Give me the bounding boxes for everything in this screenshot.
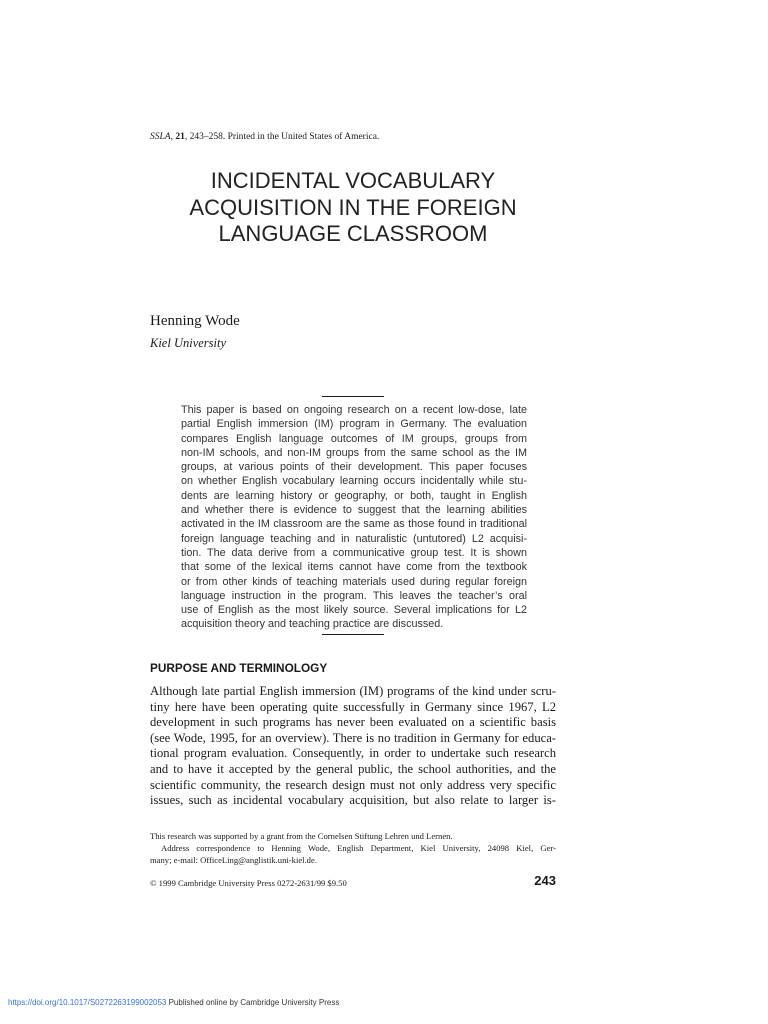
copyright-notice: © 1999 Cambridge University Press 0272-2631/99 $9.50 (150, 878, 347, 888)
title-line: INCIDENTAL VOCABULARY (210, 168, 496, 193)
body-line: development in such programs has never been evaluated on a scientific basis (150, 715, 556, 730)
abstract-line: tion. The data derive from a communicative group test. It is shown (181, 546, 527, 559)
section-heading: PURPOSE AND TERMINOLOGY (150, 661, 328, 675)
abstract-line: groups, at various points of their development. This paper focuses (181, 461, 527, 474)
body-line: tional program evaluation. Consequently, in order to undertake such research (150, 746, 556, 761)
body-line: scientific community, the research design must not only address very specific (150, 777, 556, 792)
footnote-funding: This research was supported by a grant from the Cornelsen Stiftung Lehren und Lernen. (150, 831, 453, 841)
abstract-line: language instruction in the program. This leaves the teacher’s oral (181, 589, 527, 602)
footnote-email: many; e-mail: OfficeLing@anglistik.uni-kiel.de. (150, 855, 317, 865)
abstract-line: on whether English vocabulary learning occurs incidentally while stu- (181, 475, 527, 488)
abstract-line: partial English immersion (IM) program in Germany. The evaluation (181, 418, 527, 431)
abstract (181, 403, 527, 632)
abstract-line: activated in the IM classroom are the same as those found in traditional (181, 518, 527, 531)
abstract-line: that some of the lexical items cannot have come from the textbook (181, 561, 527, 574)
page-number: 243 (534, 873, 556, 888)
abstract-line: and whether there is evidence to suggest that the learning abilities (181, 504, 527, 517)
paper-title (150, 168, 556, 248)
abstract-line: non-IM schools, and non-IM groups from the same school as the IM (181, 446, 527, 459)
abstract-line: compares English language outcomes of IM groups, groups from (181, 432, 527, 445)
footnote (150, 830, 556, 866)
doi-link[interactable]: https://doi.org/10.1017/S0272263199002053 (8, 998, 167, 1007)
footnote-correspondence: Address correspondence to Henning Wode, English Department, Kiel University, 24098 Kiel, Ger- (161, 843, 556, 853)
body-line: tiny here have been operating quite successfully in Germany since 1967, L2 (150, 699, 556, 714)
author-name: Henning Wode (150, 313, 240, 329)
abstract-line: or from other kinds of teaching materials used during regular foreign (181, 575, 527, 588)
title-line: LANGUAGE CLASSROOM (218, 221, 488, 246)
abstract-top-rule (322, 396, 384, 397)
publisher-note: Published online by Cambridge University Press (166, 998, 340, 1007)
abstract-line: This paper is based on ongoing research on a recent low-dose, late (181, 404, 527, 416)
body-line: and to have it accepted by the general public, the school authorities, and the (150, 761, 556, 776)
abstract-line: foreign language teaching and in naturalistic (untutored) L2 acquisi- (181, 532, 527, 545)
body-line: Although late partial English immersion (IM) programs of the kind under scru- (150, 684, 556, 698)
journal-volume: 21 (175, 132, 185, 142)
author-affiliation: Kiel University (150, 336, 227, 350)
doi-bar (8, 998, 339, 1007)
abstract-line: use of English as the most likely source. Several implications for L2 (181, 604, 527, 617)
abstract-line: acquisition theory and teaching practice are discussed. (181, 618, 444, 631)
journal-pages: , 243–258. Printed in the United States of America. (184, 132, 380, 142)
journal-abbrev: SSLA (150, 132, 171, 142)
body-line: (see Wode, 1995, for an overview). There is no tradition in Germany for educa- (150, 730, 556, 745)
body-paragraph (150, 684, 556, 809)
abstract-line: dents are learning history or geography, or both, taught in English (181, 489, 527, 502)
abstract-bottom-rule (322, 634, 384, 635)
journal-citation: SSLA, 21, 243–258. Printed in the United States of America. (150, 132, 380, 142)
title-line: ACQUISITION IN THE FOREIGN (189, 194, 517, 220)
body-line: issues, such as incidental vocabulary acquisition, but also relate to larger is- (150, 793, 556, 808)
